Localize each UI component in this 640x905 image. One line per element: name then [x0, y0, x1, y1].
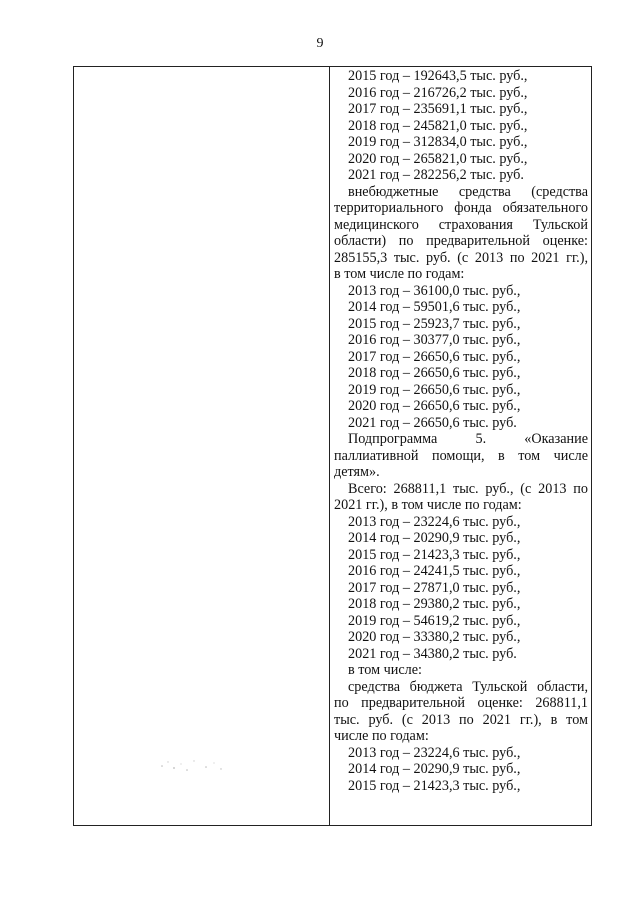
year-line: 2015 год – 192643,5 тыс. руб., [348, 68, 528, 84]
paragraph-line: числе по годам: [334, 728, 429, 744]
year-line: 2013 год – 23224,6 тыс. руб., [348, 513, 521, 530]
paragraph-line: паллиативной помощи, в том числе [334, 447, 588, 464]
paragraph-line: 2021 гг.), в том числе по годам: [334, 497, 522, 513]
year-line: 2021 год – 282256,2 тыс. руб. [348, 167, 524, 183]
paragraph-line: области) по предварительной оценке: [334, 233, 588, 249]
paragraph-line: медицинского страхования Тульской [334, 216, 588, 233]
year-line: 2021 год – 34380,2 тыс. руб. [348, 645, 517, 662]
paragraph-line: Всего: 268811,1 тыс. руб., (с 2013 по [348, 480, 588, 497]
year-line: 2019 год – 26650,6 тыс. руб., [348, 381, 521, 398]
year-line: 2017 год – 27871,0 тыс. руб., [348, 579, 521, 596]
year-line: 2013 год – 23224,6 тыс. руб., [348, 744, 521, 761]
year-line: 2014 год – 59501,6 тыс. руб., [348, 299, 521, 315]
total-paragraph [334, 481, 588, 514]
years-list-d [334, 745, 588, 795]
year-line: 2016 год – 30377,0 тыс. руб., [348, 332, 521, 348]
year-line: 2017 год – 26650,6 тыс. руб., [348, 348, 521, 365]
year-line: 2013 год – 36100,0 тыс. руб., [348, 282, 521, 299]
paragraph-line: территориального фонда обязательного [334, 200, 588, 216]
year-line: 2021 год – 26650,6 тыс. руб. [348, 414, 517, 431]
scan-artifact [154, 752, 234, 782]
year-line: 2016 год – 216726,2 тыс. руб., [348, 84, 528, 101]
funding-table [73, 66, 592, 826]
year-line: 2018 год – 26650,6 тыс. руб., [348, 365, 521, 381]
regional-budget-paragraph [334, 679, 588, 745]
year-line: 2016 год – 24241,5 тыс. руб., [348, 563, 521, 579]
paragraph-line: детям». [334, 464, 380, 480]
year-line: 2017 год – 235691,1 тыс. руб., [348, 101, 528, 117]
paragraph-line: в том числе по годам: [334, 266, 465, 282]
year-line: 2020 год – 26650,6 тыс. руб., [348, 398, 521, 414]
year-line: 2015 год – 21423,3 тыс. руб., [348, 777, 521, 794]
right-column-cell [330, 67, 592, 825]
year-line: 2018 год – 29380,2 тыс. руб., [348, 596, 521, 612]
subprogram-heading [334, 431, 588, 481]
years-list-a [334, 68, 588, 184]
year-line: 2018 год – 245821,0 тыс. руб., [348, 117, 528, 134]
paragraph-line: по предварительной оценке: 268811,1 [334, 695, 588, 711]
year-line: 2015 год – 25923,7 тыс. руб., [348, 315, 521, 332]
years-list-c [334, 514, 588, 663]
years-list-b [334, 283, 588, 432]
year-line: 2019 год – 54619,2 тыс. руб., [348, 612, 521, 629]
year-line: 2014 год – 20290,9 тыс. руб., [348, 761, 521, 777]
year-line: 2014 год – 20290,9 тыс. руб., [348, 530, 521, 546]
year-line: 2020 год – 33380,2 тыс. руб., [348, 629, 521, 645]
year-line: 2015 год – 21423,3 тыс. руб., [348, 546, 521, 563]
paragraph-line: Подпрограмма 5. «Оказание [348, 431, 588, 447]
paragraph-line: тыс. руб. (с 2013 по 2021 гг.), в том [334, 711, 588, 728]
extra-budget-paragraph [334, 184, 588, 283]
left-column-cell [74, 67, 329, 825]
year-line: 2020 год – 265821,0 тыс. руб., [348, 150, 528, 167]
including-label: в том числе: [348, 662, 422, 678]
year-line: 2019 год – 312834,0 тыс. руб., [348, 134, 528, 150]
paragraph-line: 285155,3 тыс. руб. (с 2013 по 2021 гг.), [334, 249, 588, 266]
paragraph-line: средства бюджета Тульской области, [348, 678, 588, 695]
page-number: 9 [316, 36, 324, 51]
paragraph-line: внебюджетные средства (средства [348, 183, 588, 200]
